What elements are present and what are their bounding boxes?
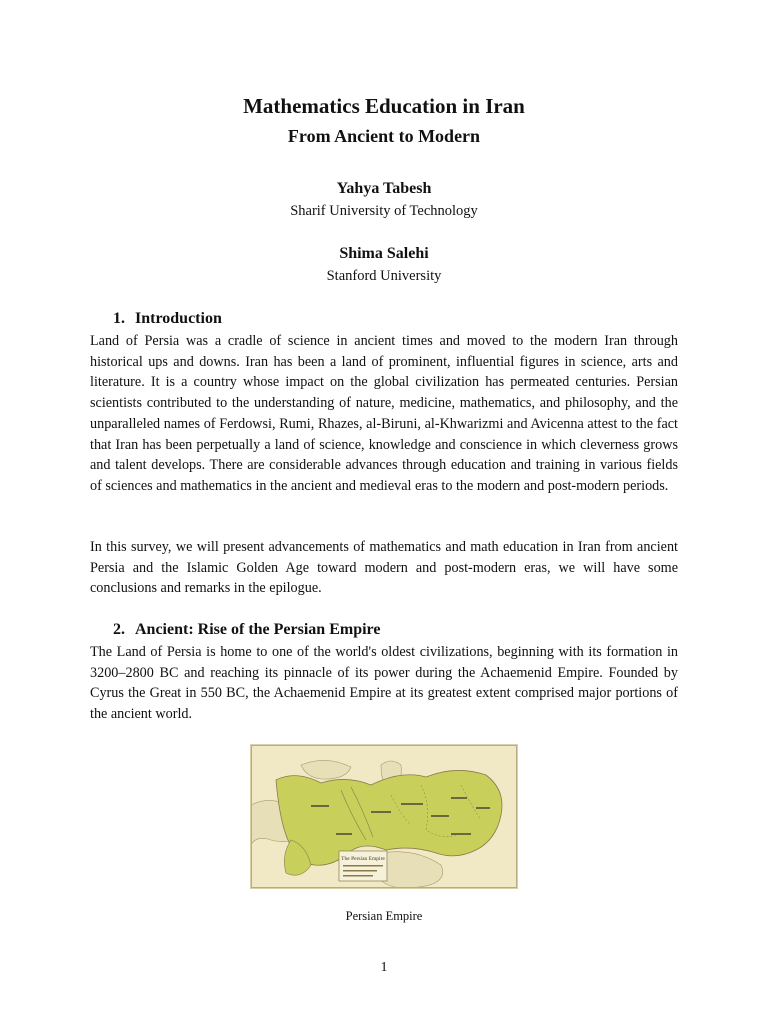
- persian-empire-map-figure: [250, 744, 518, 889]
- author-name: Shima Salehi: [339, 245, 429, 262]
- body-paragraph: In this survey, we will present advancements of mathematics and math education in Iran from ancient Persia and the Islamic Golden Age toward modern and post-modern eras, we will have some conclusions and remarks in the epilogue.: [90, 539, 678, 597]
- body-paragraph: Land of Persia was a cradle of science in ancient times and moved to the modern Iran through historical ups and downs. Iran has been a land of prominent, influential figures in science, arts and literature. It is a country whose impact on the global civilization has permeated centuries. Persian scientists contributed to the understanding of nature, medicine, mathematics, and philosophy, and the unparalleled names of Ferdowsi, Rumi, Rhazes, al-Biruni, al-Khwarizmi and Avicenna attest to the fact that Iran has been perpetually a land of science, knowledge and conscience in which cleverness grows and talent develops. There are considerable advances through education and training in various fields of sciences and mathematics in the ancient and medieval eras to the modern and post-modern periods.: [90, 333, 678, 494]
- paper-subtitle: From Ancient to Modern: [287, 126, 481, 146]
- section-title: Introduction: [135, 310, 222, 327]
- author-affiliation: Sharif University of Technology: [290, 203, 478, 219]
- author-affiliation: Stanford University: [326, 268, 442, 284]
- section-heading: [113, 310, 222, 328]
- section-heading: [113, 621, 380, 639]
- map-image: [251, 745, 517, 888]
- section-number: 2.: [113, 621, 125, 638]
- section-number: 1.: [113, 310, 125, 327]
- section-title: Ancient: Rise of the Persian Empire: [135, 621, 381, 638]
- map-legend-title: The Persian Empire: [341, 856, 385, 862]
- body-paragraph: The Land of Persia is home to one of the world's oldest civilizations, beginning with its formation in 3200–2800 BC and reaching its pinnacle of its power during the Achaemenid Empire. Founded by Cyrus the Great in 550 BC, the Achaemenid Empire at its greatest extent comprised major portions of the ancient world.: [90, 644, 678, 723]
- page-number: 1: [380, 960, 388, 975]
- author-name: Yahya Tabesh: [336, 180, 432, 197]
- figure-caption: Persian Empire: [345, 909, 423, 923]
- paper-title: Mathematics Education in Iran: [243, 94, 525, 118]
